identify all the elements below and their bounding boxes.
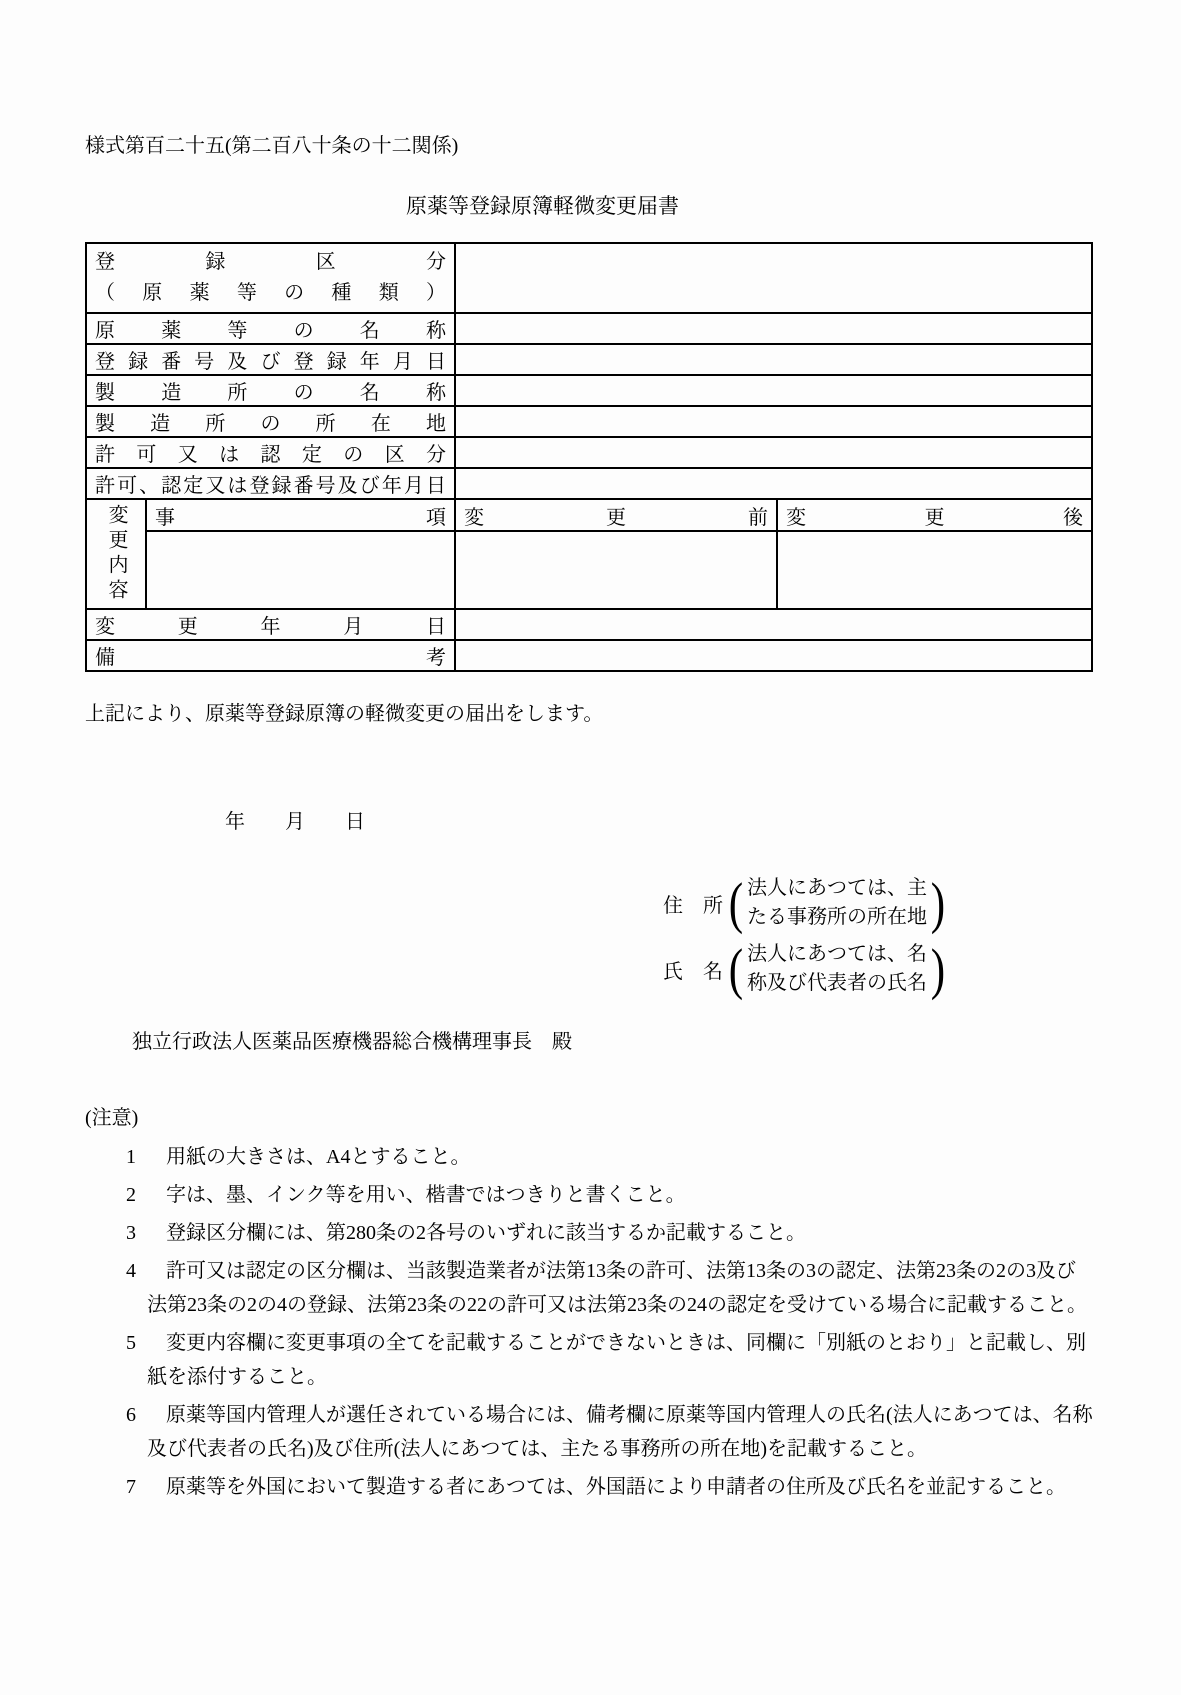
note-number: 7 (126, 1476, 136, 1498)
note-number: 1 (126, 1146, 136, 1168)
note-number: 4 (126, 1260, 136, 1282)
row-change-date (86, 609, 1092, 640)
change-before-header: 変更前 (455, 499, 777, 531)
row-change-details-header (86, 499, 1092, 531)
registration-category-value (455, 243, 1092, 313)
close-paren: ) (930, 937, 946, 1001)
site-name-label: 製造所の名称 (86, 375, 455, 406)
address-note-line1: 法人にあつては、主 (746, 877, 927, 899)
note-text: 許可又は認定の区分欄は、当該製造業者が法第13条の許可、法第13条の3の認定、法第23条の2の3及び法第23条の2の4の登録、法第23条の22の許可又は法第23条の24の認定を受けている場合に記載すること。 (147, 1260, 1087, 1316)
declaration-text: 上記により、原薬等登録原簿の軽微変更の届出をします。 (85, 703, 604, 725)
note-text: 用紙の大きさは、A4とすること。 (166, 1146, 471, 1168)
address-note-line2: たる事務所の所在地 (746, 906, 927, 928)
row-remarks (86, 640, 1092, 671)
applicant-name-row (663, 938, 1095, 1000)
note-number: 3 (126, 1222, 136, 1244)
change-before-value (455, 531, 777, 609)
registration-category-label-line1: 登録区分 (95, 251, 446, 273)
row-site-name (86, 375, 1092, 406)
note-item-5 (85, 1326, 1095, 1394)
registration-category-label-line2: （原薬等の種類） (95, 282, 446, 304)
name-label: 氏 名 (663, 960, 723, 983)
address-note (747, 874, 927, 932)
change-after-value (777, 531, 1092, 609)
remarks-label: 備考 (86, 640, 455, 671)
date-line: 年 月 日 (225, 811, 365, 833)
row-license-category (86, 437, 1092, 468)
change-after-header: 変更後 (777, 499, 1092, 531)
registration-number-date-value (455, 344, 1092, 375)
row-license-number-date (86, 468, 1092, 499)
note-number: 2 (126, 1184, 136, 1206)
drug-name-value (455, 313, 1092, 344)
page-title: 原薬等登録原簿軽微変更届書 (406, 194, 679, 218)
address-label: 住 所 (663, 894, 723, 917)
license-number-date-label: 許可、認定又は登録番号及び年月日 (86, 468, 455, 499)
license-category-value (455, 437, 1092, 468)
license-category-label: 許可又は認定の区分 (86, 437, 455, 468)
row-registration-category (86, 243, 1092, 313)
change-item-header: 事項 (146, 499, 455, 531)
license-number-date-value (455, 468, 1092, 499)
note-number: 5 (126, 1332, 136, 1354)
remarks-value (455, 640, 1092, 671)
row-change-details-body (86, 531, 1092, 609)
notes-list (85, 1140, 1095, 1504)
applicant-address-row (663, 872, 1095, 934)
note-text: 登録区分欄には、第280条の2各号のいずれに該当するか記載すること。 (166, 1222, 806, 1244)
registration-number-date-label: 登録番号及び登録年月日 (86, 344, 455, 375)
note-text: 字は、墨、インク等を用い、楷書ではつきりと書くこと。 (166, 1184, 686, 1206)
note-text: 原薬等を外国において製造する者にあつては、外国語により申請者の住所及び氏名を並記すること。 (166, 1476, 1066, 1498)
note-item-7 (85, 1470, 1095, 1504)
notes-heading: (注意) (85, 1107, 139, 1129)
site-name-value (455, 375, 1092, 406)
change-item-value (146, 531, 455, 609)
change-details-vertical-label: 変更内容 (105, 504, 127, 604)
row-registration-number-date (86, 344, 1092, 375)
site-address-value (455, 406, 1092, 437)
name-note (747, 940, 927, 998)
note-item-3 (85, 1216, 1095, 1250)
form-number: 様式第百二十五(第二百八十条の十二関係) (85, 135, 459, 157)
row-site-address (86, 406, 1092, 437)
note-item-4 (85, 1254, 1095, 1322)
change-details-label (86, 499, 146, 609)
note-item-2 (85, 1178, 1095, 1212)
note-item-6 (85, 1398, 1095, 1466)
note-number: 6 (126, 1404, 136, 1426)
open-paren: ( (728, 871, 744, 935)
change-date-label: 変更年月日 (86, 609, 455, 640)
recipient-line: 独立行政法人医薬品医療機器総合機構理事長 殿 (132, 1031, 572, 1053)
registration-category-label (86, 243, 455, 313)
notification-form-table (85, 242, 1093, 672)
note-text: 変更内容欄に変更事項の全てを記載することができないときは、同欄に「別紙のとおり」と記載し、別紙を添付すること。 (147, 1332, 1086, 1388)
close-paren: ) (930, 871, 946, 935)
note-text: 原薬等国内管理人が選任されている場合には、備考欄に原薬等国内管理人の氏名(法人にあつては、名称及び代表者の氏名)及び住所(法人にあつては、主たる事務所の所在地)を記載すること。 (147, 1404, 1093, 1460)
name-note-line1: 法人にあつては、名 (746, 943, 927, 965)
change-date-value (455, 609, 1092, 640)
drug-name-label: 原薬等の名称 (86, 313, 455, 344)
row-drug-name (86, 313, 1092, 344)
site-address-label: 製造所の所在地 (86, 406, 455, 437)
open-paren: ( (728, 937, 744, 1001)
name-note-line2: 称及び代表者の氏名 (746, 972, 927, 994)
note-item-1 (85, 1140, 1095, 1174)
